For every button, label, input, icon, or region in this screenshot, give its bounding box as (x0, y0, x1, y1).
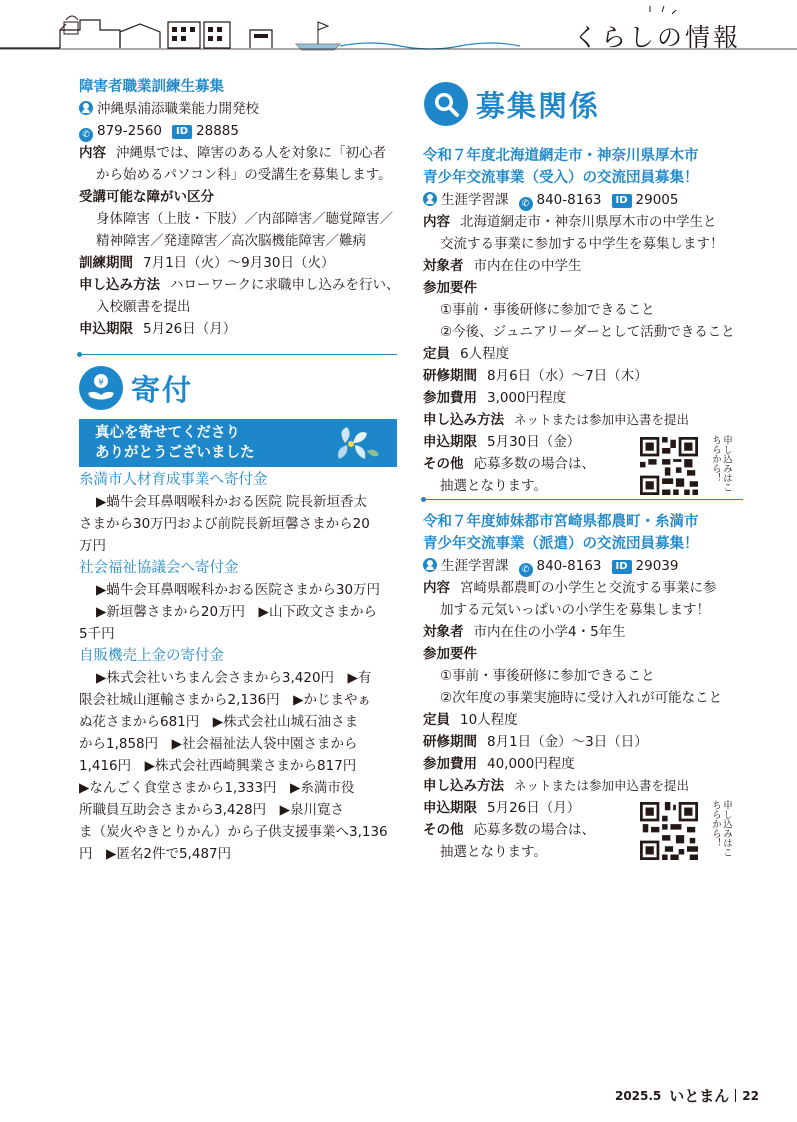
content-label: 内容 (423, 580, 450, 596)
training-notice (79, 76, 407, 340)
cap-value: 10人程度 (460, 712, 518, 728)
magazine-logo: いとまん (669, 1087, 730, 1105)
qr-code-b[interactable] (640, 802, 698, 860)
training-phone: 879-2560 (97, 123, 162, 139)
org-text: 生涯学習課 (441, 192, 509, 208)
person-icon (423, 192, 437, 206)
donation-group-3-line: から1,858円 ▶社会福祉法人袋中園さまから (79, 736, 358, 752)
notice-a-content-cont: 交流する事業に参加する中学生を募集します！ (440, 236, 724, 252)
cap-value: 6人程度 (460, 346, 510, 362)
org-text: 生涯学習課 (441, 558, 509, 574)
content-text: 沖縄県では、障害のある人を対象に「初心者 (116, 145, 386, 161)
training-apply (79, 274, 407, 296)
training-id: 28885 (196, 123, 239, 139)
notice-a-title: 令和７年度北海道網走市・神奈川県厚木市 (423, 148, 699, 164)
fee-value: 3,000円程度 (487, 390, 567, 406)
apply-label: 申し込み方法 (423, 778, 504, 794)
id-text: 29005 (635, 192, 679, 208)
person-icon (79, 101, 93, 115)
notice-b-period (423, 731, 745, 753)
page-footer (615, 1085, 759, 1106)
fee-label: 参加費用 (423, 390, 477, 406)
svg-text:¥: ¥ (98, 378, 104, 388)
left-column (79, 76, 407, 340)
donation-group-1-line: ▶蝸牛会耳鼻咽喉科かおる医院 院長新垣香太 (96, 494, 368, 510)
other-value: 応募多数の場合は、 (473, 456, 595, 472)
apply-value: ネットまたは参加申込書を提出 (514, 778, 690, 793)
notice-a-title: 青少年交流事業（受入）の交流団員募集！ (423, 170, 699, 186)
notice-b-content (423, 577, 745, 599)
divider (79, 354, 397, 355)
training-deadline (79, 318, 407, 340)
phone-icon: ✆ (79, 128, 93, 142)
magnifier-icon (424, 82, 468, 126)
deadline-label: 申込期限 (79, 321, 133, 337)
disability-label (79, 186, 407, 208)
banner-line-2: ありがとうございました (95, 445, 255, 461)
donation-group-1-line: さまから30万円および前院長新垣馨さまから20 (79, 516, 370, 532)
notice-a-other-cont: 抽選となります。 (440, 478, 547, 494)
donation-list (79, 469, 407, 865)
donation-group-3-line: ▶なんごく食堂さまから1,333円 ▶糸満市役 (79, 780, 355, 796)
donation-group-3-line: 円 ▶匿名2件で5,487円 (79, 846, 232, 862)
other-label: その他 (423, 456, 464, 472)
content-label: 内容 (423, 214, 450, 230)
notice-a-target (423, 255, 745, 277)
req-label: 参加要件 (423, 646, 477, 662)
notice-b-contact (423, 555, 745, 577)
training-content (79, 142, 407, 164)
training-period (79, 252, 407, 274)
apply-value: ハローワークに求職申し込みを行い、 (170, 277, 400, 293)
donation-hand-icon (79, 366, 123, 410)
donation-section-header (79, 366, 193, 410)
training-title: 障害者職業訓練生募集 (79, 79, 224, 95)
notice-a-period (423, 365, 745, 387)
period-label: 訓練期間 (79, 255, 133, 271)
person-icon (423, 558, 437, 572)
apply-label: 申し込み方法 (79, 277, 160, 293)
donation-group-3-line: 1,416円 ▶株式会社西崎興業さまから817円 (79, 758, 357, 774)
cap-label: 定員 (423, 346, 450, 362)
apply-value: ネットまたは参加申込書を提出 (514, 412, 690, 427)
fee-label: 参加費用 (423, 756, 477, 772)
training-contact (79, 120, 407, 142)
flower-icon (327, 421, 383, 465)
deadline-value: 5月30日（金） (487, 434, 581, 450)
page-number: 22 (742, 1088, 759, 1103)
notice-b-cap (423, 709, 745, 731)
notice-a-apply (423, 409, 745, 431)
donation-group-3-line: ぬ花さまから681円 ▶株式会社山城石油さま (79, 714, 359, 730)
notice-a-fee (423, 387, 745, 409)
notice-a-req: ②今後、ジュニアリーダーとして活動できること (440, 324, 735, 340)
id-badge-icon: ID (612, 560, 632, 574)
period-value: 8月6日（水）～7日（木） (487, 368, 648, 384)
notice-a-req-label (423, 277, 745, 299)
id-badge-icon: ID (612, 194, 632, 208)
corner-title: くらしの情報 (572, 23, 741, 52)
period-value: 7月1日（火）～9月30日（火） (143, 255, 335, 271)
donation-section-title: 寄付 (131, 372, 194, 407)
notice-b-apply (423, 775, 745, 797)
page-header (0, 0, 797, 62)
qr-code-a[interactable] (640, 437, 698, 495)
training-apply-cont: 入校願書を提出 (96, 299, 191, 315)
disability-list-2: 精神障害／発達障害／高次脳機能障害／難病 (96, 233, 366, 249)
period-label: 研修期間 (423, 734, 477, 750)
id-badge-icon: ID (172, 125, 192, 139)
apply-label: 申し込み方法 (423, 412, 504, 428)
donation-group-3-title: 自販機売上金の寄付金 (79, 648, 224, 664)
qr-note-b: 申し込みはこちらから！ (710, 800, 732, 857)
target-value: 市内在住の中学生 (473, 258, 582, 274)
recruit-section-header (424, 82, 600, 126)
donation-group-2-title: 社会福祉協議会へ寄付金 (79, 560, 239, 576)
donation-group-2-line: ▶蝸牛会耳鼻咽喉科かおる医院さまから30万円 (96, 582, 381, 598)
thanks-banner (79, 419, 397, 467)
content-text: 宮崎県都農町の小学生と交流する事業に参 (460, 580, 717, 596)
banner-line-1: 真心を寄せてくださり (95, 425, 240, 441)
donation-group-3-line: ま（炭火やきとりかん）から子供支援事業へ3,136 (79, 824, 388, 840)
issue-date: 2025.5 (614, 1088, 662, 1103)
notice-b-fee (423, 753, 745, 775)
notice-b-title: 青少年交流事業（派遣）の交流団員募集！ (423, 536, 699, 552)
notice-b-req-label (423, 643, 745, 665)
donation-group-2-line: ▶新垣馨さまから20万円 ▶山下政文さまから (96, 604, 377, 620)
cap-label: 定員 (423, 712, 450, 728)
donation-group-3-line: 所職員互助会さまから3,428円 ▶泉川寛さ (79, 802, 345, 818)
deadline-label: 申込期限 (423, 800, 477, 816)
target-label: 対象者 (423, 258, 464, 274)
recruit-section-title: 募集関係 (476, 88, 601, 123)
donation-group-1-line: 万円 (79, 538, 106, 554)
divider (423, 499, 743, 500)
phone-icon: ✆ (519, 197, 533, 211)
disability-label-text: 受講可能な障がい区分 (79, 189, 214, 205)
id-text: 29039 (635, 558, 679, 574)
qr-note-a: 申し込みはこちらから！ (710, 435, 732, 492)
notice-b-title: 令和７年度姉妹都市宮崎県都農町・糸満市 (423, 514, 699, 530)
notice-b-req: ②次年度の事業実施時に受け入れが可能なこと (440, 690, 723, 706)
disability-list-1: 身体障害（上肢・下肢）／内部障害／聴覚障害／ (96, 211, 393, 227)
content-text: 北海道網走市・神奈川県厚木市の中学生と (460, 214, 717, 230)
donation-group-3-line: 限会社城山運輸さまから2,136円 ▶かじまやぁ (79, 692, 372, 708)
notice-a-req: ①事前・事後研修に参加できること (440, 302, 655, 318)
training-org (79, 98, 407, 120)
req-label: 参加要件 (423, 280, 477, 296)
donation-group-1-title: 糸満市人材育成事業へ寄付金 (79, 472, 268, 488)
target-value: 市内在住の小学4・5年生 (473, 624, 626, 640)
deadline-value: 5月26日（月） (143, 321, 237, 337)
phone-text: 840-8163 (536, 192, 602, 208)
notice-b-target (423, 621, 745, 643)
content-label: 内容 (79, 145, 106, 161)
phone-icon: ✆ (519, 563, 533, 577)
notice-b-req: ①事前・事後研修に参加できること (440, 668, 655, 684)
fee-value: 40,000円程度 (487, 756, 575, 772)
notice-a-contact (423, 189, 745, 211)
other-label: その他 (423, 822, 464, 838)
notice-a-content (423, 211, 745, 233)
target-label: 対象者 (423, 624, 464, 640)
phone-text: 840-8163 (536, 558, 602, 574)
deadline-value: 5月26日（月） (487, 800, 581, 816)
training-content-cont: から始めるパソコン科」の受講生を募集します。 (96, 167, 392, 183)
period-value: 8月1日（金）～3日（日） (487, 734, 648, 750)
notice-b-content-cont: 加する元気いっぱいの小学生を募集します！ (440, 602, 710, 618)
notice-a-cap (423, 343, 745, 365)
training-org-text: 沖縄県浦添職業能力開発校 (97, 101, 259, 117)
period-label: 研修期間 (423, 368, 477, 384)
notice-b-other-cont: 抽選となります。 (440, 844, 547, 860)
footer-separator (735, 1089, 736, 1102)
donation-group-2-line: 5千円 (79, 626, 115, 642)
deadline-label: 申込期限 (423, 434, 477, 450)
donation-group-3-line: ▶株式会社いちまん会さまから3,420円 ▶有 (96, 670, 372, 686)
other-value: 応募多数の場合は、 (473, 822, 595, 838)
